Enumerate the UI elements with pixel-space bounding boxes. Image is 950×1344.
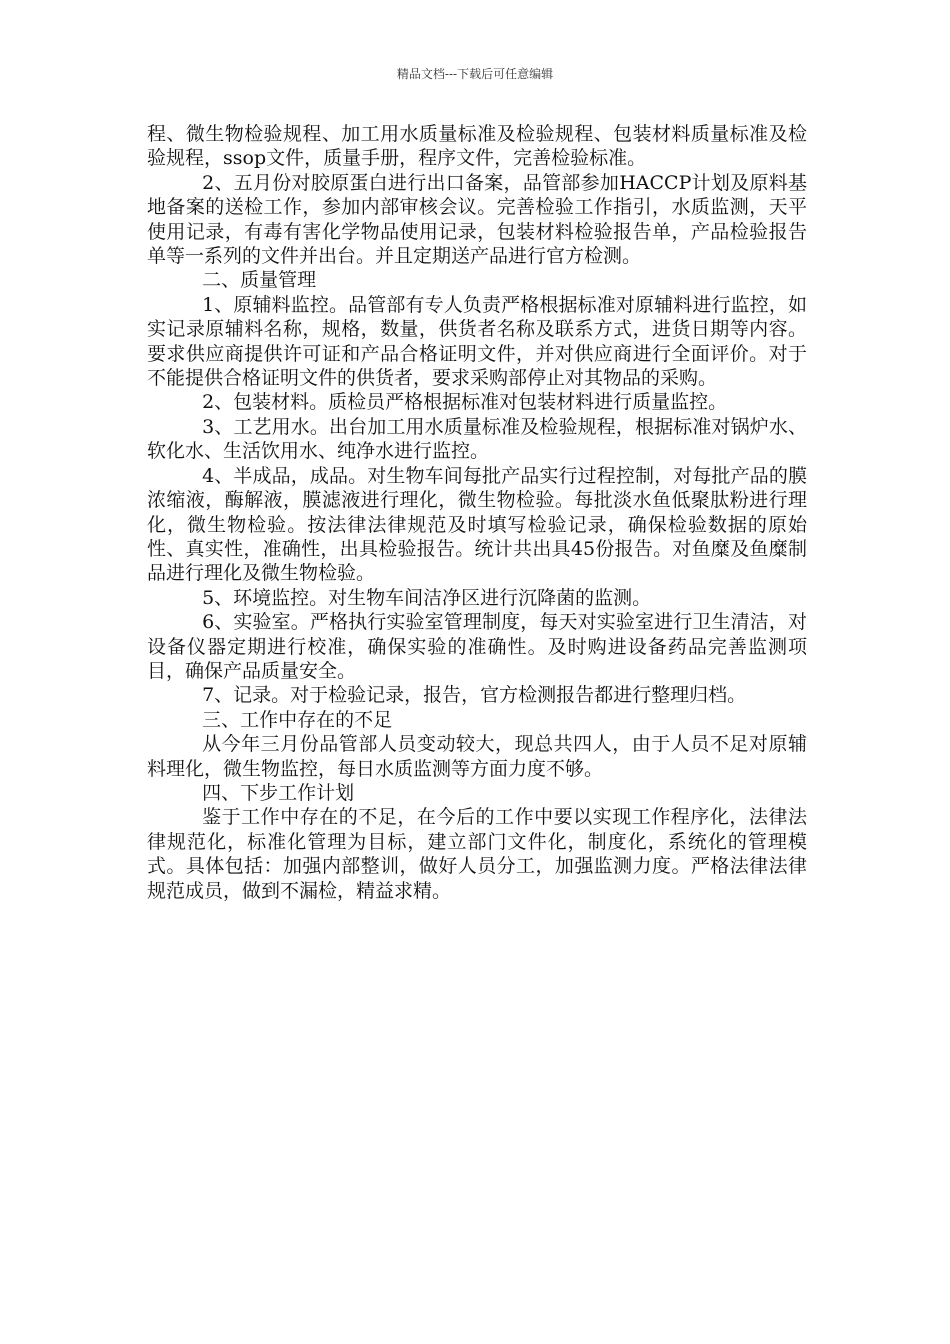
paragraph: 鉴于工作中存在的不足，在今后的工作中要以实现工作程序化，法律法律规范化，标准化管理为目标，建立部门文件化，制度化，系统化的管理模式。具体包括：加强内部整训，做好人员分工，加强监测力度。严格法律法律规范成员，做到不漏检，精益求精。 (147, 806, 807, 902)
paragraph: 1、原辅料监控。品管部有专人负责严格根据标准对原辅料进行监控，如实记录原辅料名称，规格，数量，供货者名称及联系方式，进货日期等内容。要求供应商提供许可证和产品合格证明文件，并对供应商进行全面评价。对于不能提供合格证明文件的供货者，要求采购部停止对其物品的采购。 (147, 293, 807, 390)
paragraph: 2、包装材料。质检员严格根据标准对包装材料进行质量监控。 (202, 391, 728, 414)
page-header: 精品文档---下载后可任意编辑 (396, 67, 554, 81)
paragraph: 4、半成品，成品。对生物车间每批产品实行过程控制，对每批产品的膜浓缩液，酶解液，膜滤液进行理化，微生物检验。每批淡水鱼低聚肽粉进行理化，微生物检验。按法律法律规范及时填写检验记录，确保检验数据的原始性、真实性，准确性，出具检验报告。统计共出具45份报告。对鱼糜及鱼糜制品进行理化及微生物检验。 (147, 464, 807, 585)
paragraph: 7、记录。对于检验记录，报告，官方检测报告都进行整理归档。 (202, 684, 747, 707)
paragraph: 6、实验室。严格执行实验室管理制度，每天对实验室进行卫生清洁，对设备仪器定期进行校准，确保实验的准确性。及时购进设备药品完善监测项目，确保产品质量安全。 (147, 611, 807, 682)
paragraph: 3、工艺用水。出台加工用水质量标准及检验规程，根据标准对锅炉水、软化水、生活饮用水、纯净水进行监控。 (147, 415, 807, 463)
document-body (147, 122, 807, 903)
paragraph: 三、工作中存在的不足 (202, 708, 393, 731)
paragraph: 从今年三月份品管部人员变动较大，现总共四人，由于人员不足对原辅料理化，微生物监控，每日水质监测等方面力度不够。 (147, 733, 807, 780)
paragraph: 2、五月份对胶原蛋白进行出口备案，品管部参加HACCP计划及原料基地备案的送检工作，参加内部审核会议。完善检验工作指引，水质监测，天平使用记录，有毒有害化学物品使用记录，包装材料检验报告单，产品检验报告单等一系列的文件并出台。并且定期送产品进行官方检测。 (147, 171, 807, 268)
paragraph: 四、下步工作计划 (202, 781, 355, 804)
paragraph: 二、质量管理 (202, 269, 317, 292)
paragraph: 5、环境监控。对生物车间洁净区进行沉降菌的监测。 (202, 586, 652, 609)
paragraph: 程、微生物检验规程、加工用水质量标准及检验规程、包装材料质量标准及检验规程，ssop文件，质量手册，程序文件，完善检验标准。 (147, 123, 807, 170)
